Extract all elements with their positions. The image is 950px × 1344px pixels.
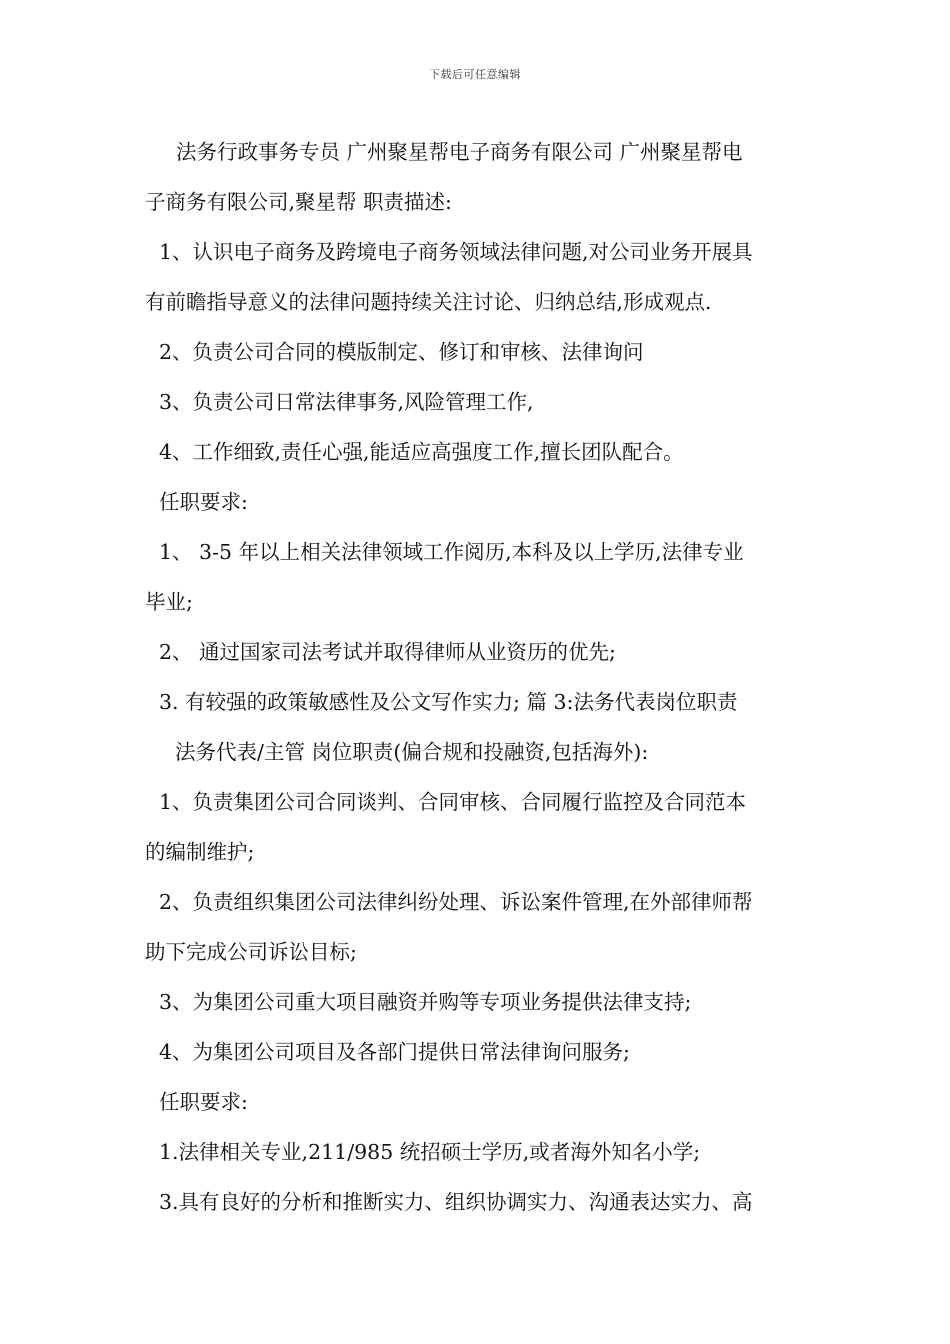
section-heading: 任职要求: <box>159 490 248 514</box>
paragraph-line: 3、为集团公司重大项目融资并购等专项业务提供法律支持; <box>159 990 692 1014</box>
paragraph-line: 有前瞻指导意义的法律问题持续关注讨论、归纳总结,形成观点. <box>145 290 712 314</box>
paragraph-line: 子商务有限公司,聚星帮 职责描述: <box>145 190 452 214</box>
paragraph-line: 1、负责集团公司合同谈判、合同审核、合同履行监控及合同范本 <box>159 790 747 814</box>
document-body <box>145 133 813 1233</box>
paragraph-line: 4、为集团公司项目及各部门提供日常法律询问服务; <box>159 1040 630 1064</box>
section-heading: 任职要求: <box>159 1090 248 1114</box>
paragraph-line: 毕业; <box>145 590 193 614</box>
paragraph-line: 2、负责组织集团公司法律纠纷处理、诉讼案件管理,在外部律师帮 <box>159 890 753 914</box>
paragraph-line: 4、工作细致,责任心强,能适应高强度工作,擅长团队配合。 <box>159 440 684 464</box>
paragraph-line: 法务行政事务专员 广州聚星帮电子商务有限公司 广州聚星帮电 <box>176 140 743 164</box>
paragraph-line: 3.具有良好的分析和推断实力、组织协调实力、沟通表达实力、高 <box>159 1190 753 1214</box>
section-heading: 法务代表/主管 岗位职责(偏合规和投融资,包括海外): <box>175 740 649 764</box>
paragraph-line: 1、 3-5 年以上相关法律领域工作阅历,本科及以上学历,法律专业 <box>159 540 744 564</box>
paragraph-line: 1.法律相关专业,211/985 统招硕士学历,或者海外知名小学; <box>159 1140 701 1164</box>
paragraph-line: 2、 通过国家司法考试并取得律师从业资历的优先; <box>159 640 616 664</box>
paragraph-line: 1、认识电子商务及跨境电子商务领域法律问题,对公司业务开展具 <box>159 240 753 264</box>
paragraph-line: 3、负责公司日常法律事务,风险管理工作, <box>159 390 534 414</box>
paragraph-line: 助下完成公司诉讼目标; <box>145 940 357 964</box>
page-header-note: 下载后可任意编辑 <box>429 68 521 81</box>
paragraph-line: 3. 有较强的政策敏感性及公文写作实力; 篇 3:法务代表岗位职责 <box>159 690 738 714</box>
paragraph-line: 2、负责公司合同的模版制定、修订和审核、法律询问 <box>159 340 644 364</box>
paragraph-line: 的编制维护; <box>145 840 255 864</box>
